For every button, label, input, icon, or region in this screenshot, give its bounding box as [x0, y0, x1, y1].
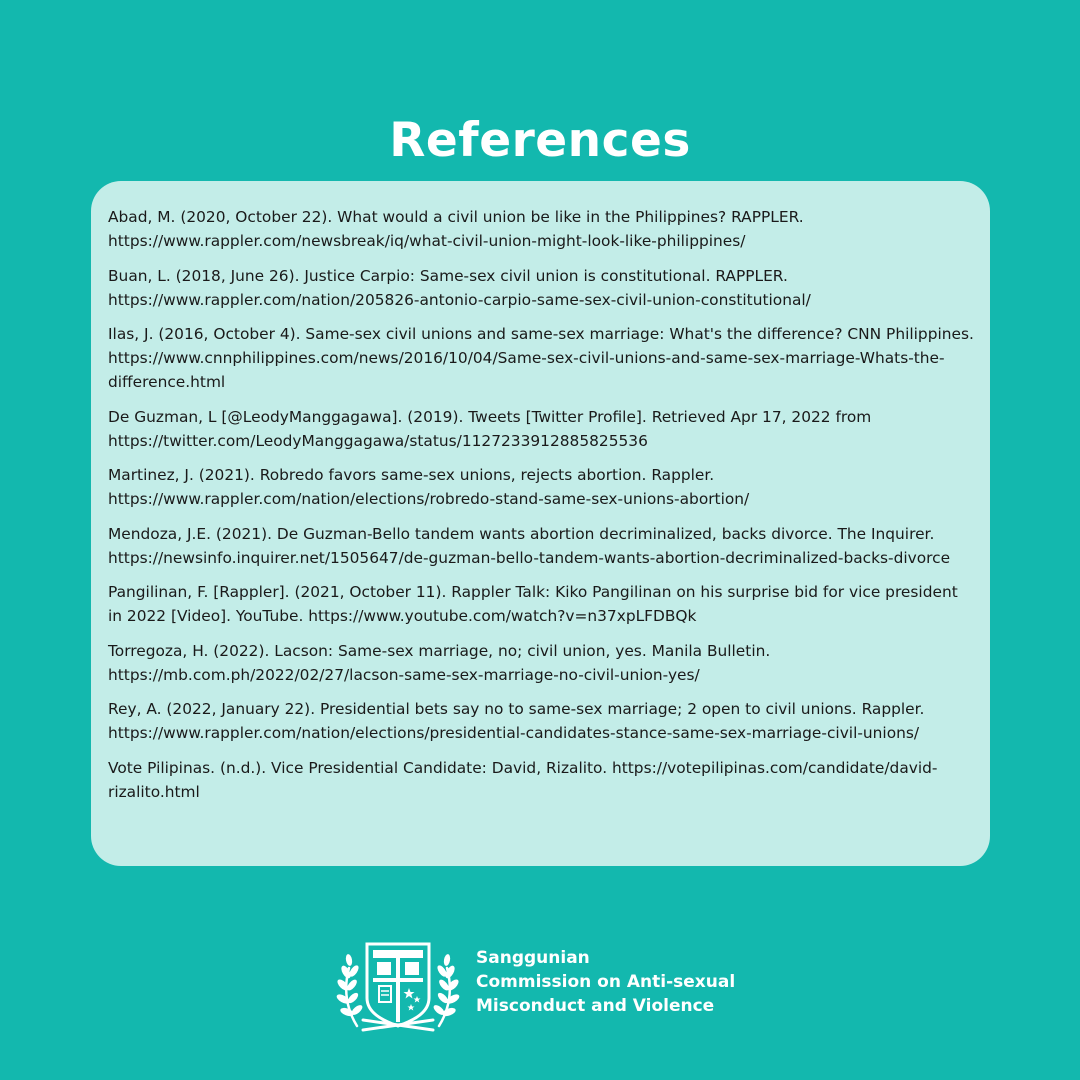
- reference-entry-buan: Buan, L. (2018, June 26). Justice Carpio: Same-sex civil union is constitutional. RAPPLER. https://www.rappler.com/nation/205826-antonio-carpio-same-sex-civil-union-constitutional/: [108, 266, 811, 309]
- reference-entry-de-guzman: De Guzman, L [@LeodyManggagawa]. (2019). Tweets [Twitter Profile]. Retrieved Apr 17, 2022 from https://twitter.com/LeodyManggagawa/status/1127233912885825536: [108, 407, 872, 450]
- reference-entry-torregoza: Torregoza, H. (2022). Lacson: Same-sex marriage, no; civil union, yes. Manila Bulletin. https://mb.com.ph/2022/02/27/lacson-same-sex-marriage-no-civil-union-yes/: [108, 641, 771, 684]
- reference-entry-vote-pilipinas: Vote Pilipinas. (n.d.). Vice Presidential Candidate: David, Rizalito. https://votepilipinas.com/candidate/david-rizalito.html: [108, 758, 938, 801]
- footer-branding: [335, 938, 765, 1038]
- page-title: References: [389, 113, 691, 169]
- references-card: [91, 181, 990, 866]
- organization-name-line-3: Misconduct and Violence: [476, 996, 715, 1016]
- organization-name-line-1: Sanggunian: [476, 948, 590, 968]
- reference-entry-pangilinan: Pangilinan, F. [Rappler]. (2021, October 11). Rappler Talk: Kiko Pangilinan on his surprise bid for vice president in 2022 [Video]. YouTube. https://www.youtube.com/watch?v=n37xpLFDBQk: [108, 583, 958, 625]
- reference-entry-mendoza: Mendoza, J.E. (2021). De Guzman-Bello tandem wants abortion decriminalized, backs divorce. The Inquirer. https://newsinfo.inquirer.net/1505647/de-guzman-bello-tandem-wants-abortion-decriminalized-backs-divorce: [108, 524, 951, 567]
- organization-name-line-2: Commission on Anti-sexual: [476, 972, 736, 992]
- reference-entry-ilas: Ilas, J. (2016, October 4). Same-sex civil unions and same-sex marriage: What's the difference? CNN Philippines. https://www.cnnphilippines.com/news/2016/10/04/Same-sex-civil-unions-and-same-sex-marriage-Whats-the-difference.html: [108, 325, 974, 391]
- organization-name: [476, 946, 776, 1018]
- reference-entry-martinez: Martinez, J. (2021). Robredo favors same-sex unions, rejects abortion. Rappler. https://www.rappler.com/nation/elections/robredo-stand-same-sex-unions-abortion/: [108, 466, 750, 508]
- reference-entry-abad: Abad, M. (2020, October 22). What would a civil union be like in the Philippines? RAPPLER. https://www.rappler.com/newsbreak/iq/what-civil-union-might-look-like-philippines/: [108, 208, 804, 250]
- reference-entry-rey: Rey, A. (2022, January 22). Presidential bets say no to same-sex marriage; 2 open to civil unions. Rappler. https://www.rappler.com/nation/elections/presidential-candidates-stance-same-sex-marriage-civil-unions/: [108, 700, 925, 742]
- crest-laurel-icon: [335, 938, 461, 1038]
